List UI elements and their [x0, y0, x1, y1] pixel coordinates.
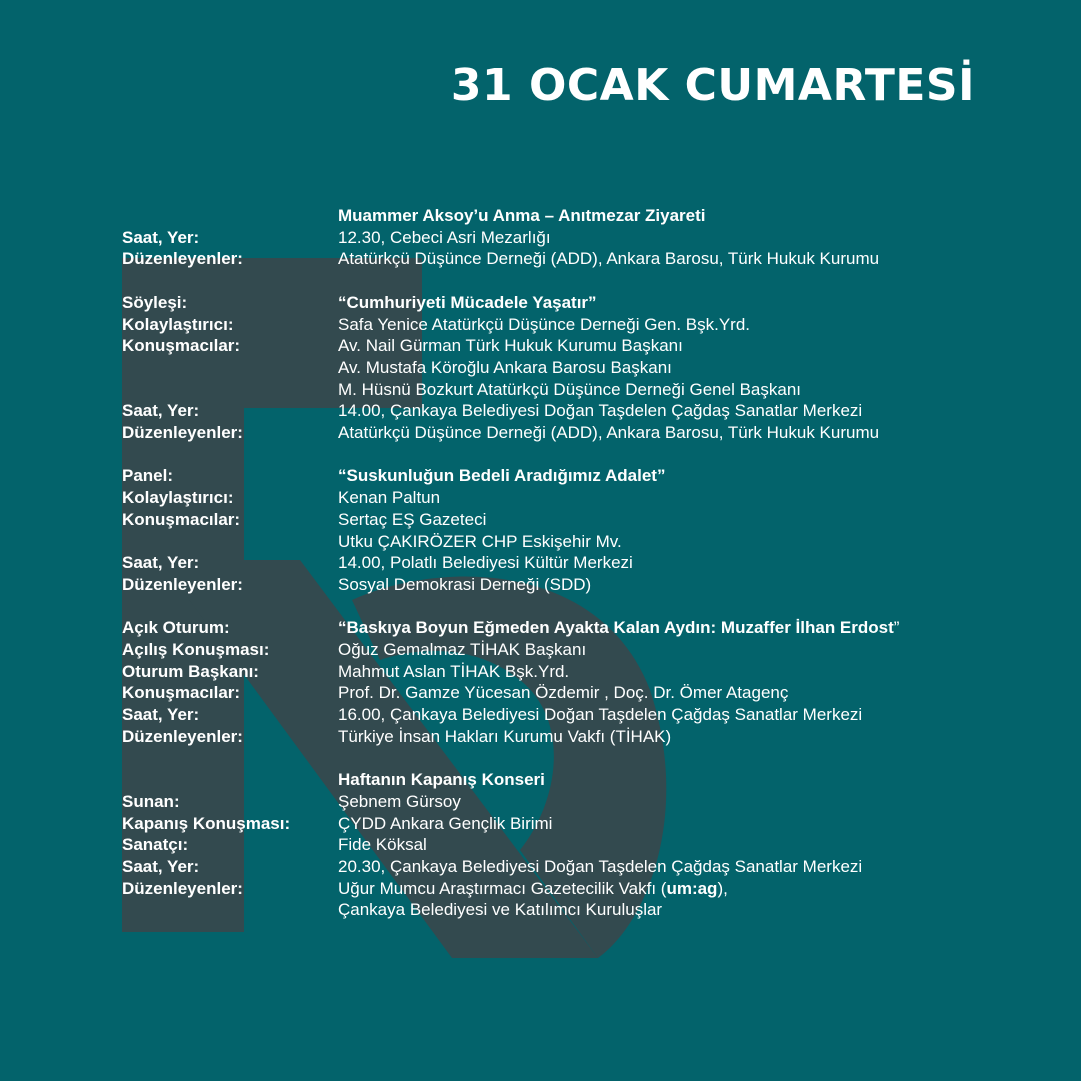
row-value — [338, 379, 1022, 401]
row-label: Düzenleyenler: — [122, 726, 243, 746]
row-label: Açılış Konuşması: — [122, 640, 270, 660]
program-row — [122, 531, 1022, 553]
row-label: Düzenleyenler: — [122, 423, 243, 443]
row-value-text: 14.00, Çankaya Belediyesi Doğan Taşdelen Çağdaş Sanatlar Merkezi — [338, 401, 863, 421]
umag-highlight: um:ag — [666, 878, 718, 898]
page-title: 31 OCAK CUMARTESİ — [450, 60, 975, 111]
row-value — [338, 899, 1022, 921]
row-label — [122, 899, 338, 921]
program-row — [122, 422, 1022, 444]
row-value-text: Atatürkçü Düşünce Derneği (ADD), Ankara Barosu, Türk Hukuk Kurumu — [338, 423, 880, 443]
row-label — [122, 531, 338, 553]
program-row — [122, 335, 1022, 357]
row-value — [338, 639, 1022, 661]
row-value-text: 14.00, Polatlı Belediyesi Kültür Merkezi — [338, 553, 633, 573]
program-row — [122, 639, 1022, 661]
row-value-text: Mahmut Aslan TİHAK Bşk.Yrd. — [338, 661, 570, 681]
row-value-text: “Cumhuriyeti Mücadele Yaşatır” — [338, 292, 597, 312]
row-label — [122, 379, 338, 401]
program-row — [122, 248, 1022, 270]
program-row — [122, 856, 1022, 878]
program-row — [122, 227, 1022, 249]
program-row — [122, 791, 1022, 813]
row-value-text: Oğuz Gemalmaz TİHAK Başkanı — [338, 640, 587, 660]
event-title — [338, 205, 1022, 227]
row-value-text: 20.30, Çankaya Belediyesi Doğan Taşdelen Çağdaş Sanatlar Merkezi — [338, 857, 863, 877]
row-value-text: Şebnem Gürsoy — [338, 791, 461, 811]
row-value — [338, 552, 1022, 574]
program-row — [122, 726, 1022, 748]
row-value — [338, 661, 1022, 683]
row-value — [338, 834, 1022, 856]
row-value-text: Av. Mustafa Köroğlu Ankara Barosu Başkanı — [338, 357, 672, 377]
program-row — [122, 834, 1022, 856]
event-title — [338, 292, 1022, 314]
row-value-text: Muammer Aksoy’u Anma – Anıtmezar Ziyareti — [338, 206, 706, 225]
row-value-text: Kenan Paltun — [338, 488, 441, 508]
row-value — [338, 357, 1022, 379]
row-label: Panel: — [122, 466, 174, 486]
row-value-tail: ” — [893, 618, 900, 638]
row-label: Konuşmacılar: — [122, 336, 241, 356]
event-block — [122, 769, 1022, 921]
event-block — [122, 465, 1022, 595]
row-label: Saat, Yer: — [122, 227, 200, 247]
program-list — [122, 205, 1022, 943]
row-value — [338, 314, 1022, 336]
row-value — [338, 574, 1022, 596]
event-title — [338, 617, 1022, 639]
row-value — [338, 531, 1022, 553]
row-value — [338, 248, 1022, 270]
row-value-text: “Suskunluğun Bedeli Aradığımız Adalet” — [338, 466, 666, 486]
row-value — [338, 682, 1022, 704]
event-block — [122, 205, 1022, 270]
event-block — [122, 292, 1022, 444]
row-value-text: Çankaya Belediyesi ve Katılımcı Kuruluşlar — [338, 900, 663, 920]
row-value-text: 16.00, Çankaya Belediyesi Doğan Taşdelen Çağdaş Sanatlar Merkezi — [338, 705, 863, 725]
row-value — [338, 878, 1022, 900]
program-row — [122, 357, 1022, 379]
row-value-text: Prof. Dr. Gamze Yücesan Özdemir , Doç. Dr. Ömer Atagenç — [338, 683, 789, 703]
row-value-text: Haftanın Kapanış Konseri — [338, 770, 545, 790]
row-value-text: Av. Nail Gürman Türk Hukuk Kurumu Başkanı — [338, 336, 683, 356]
event-title — [338, 769, 1022, 791]
program-row — [122, 205, 1022, 227]
row-value — [338, 400, 1022, 422]
program-row — [122, 574, 1022, 596]
program-row — [122, 682, 1022, 704]
row-value-text: Atatürkçü Düşünce Derneği (ADD), Ankara Barosu, Türk Hukuk Kurumu — [338, 249, 880, 269]
event-title — [338, 465, 1022, 487]
program-row — [122, 661, 1022, 683]
row-label — [122, 205, 338, 227]
program-row — [122, 617, 1022, 639]
row-label: Kolaylaştırıcı: — [122, 314, 234, 334]
row-label: Kolaylaştırıcı: — [122, 488, 234, 508]
row-value-text: “Baskıya Boyun Eğmeden Ayakta Kalan Aydın: Muzaffer İlhan Erdost — [338, 618, 894, 638]
row-value — [338, 487, 1022, 509]
row-value — [338, 813, 1022, 835]
row-value — [338, 509, 1022, 531]
event-block — [122, 617, 1022, 747]
row-label: Sunan: — [122, 791, 180, 811]
row-value — [338, 227, 1022, 249]
row-label: Saat, Yer: — [122, 553, 200, 573]
row-label: Düzenleyenler: — [122, 574, 243, 594]
row-value-text: M. Hüsnü Bozkurt Atatürkçü Düşünce Derneği Genel Başkanı — [338, 379, 802, 399]
program-row — [122, 379, 1022, 401]
row-label — [122, 357, 338, 379]
program-row — [122, 878, 1022, 900]
row-label: Saat, Yer: — [122, 857, 200, 877]
row-label: Saat, Yer: — [122, 705, 200, 725]
row-value — [338, 791, 1022, 813]
row-value — [338, 704, 1022, 726]
program-row — [122, 509, 1022, 531]
row-value-text: Uğur Mumcu Araştırmacı Gazetecilik Vakfı ( — [338, 878, 667, 898]
row-label: Düzenleyenler: — [122, 249, 243, 269]
row-label: Konuşmacılar: — [122, 683, 241, 703]
row-value-text: Sosyal Demokrasi Derneği (SDD) — [338, 574, 592, 594]
program-row — [122, 704, 1022, 726]
row-value-text: 12.30, Cebeci Asri Mezarlığı — [338, 227, 551, 247]
row-label: Konuşmacılar: — [122, 509, 241, 529]
row-value-tail: ), — [717, 878, 728, 898]
row-value-text: Fide Köksal — [338, 835, 427, 855]
row-value-text: Safa Yenice Atatürkçü Düşünce Derneği Gen. Bşk.Yrd. — [338, 314, 751, 334]
row-value-text: ÇYDD Ankara Gençlik Birimi — [338, 813, 553, 833]
row-value-text: Türkiye İnsan Hakları Kurumu Vakfı (TİHAK) — [338, 726, 672, 746]
program-row — [122, 400, 1022, 422]
row-label: Sanatçı: — [122, 835, 189, 855]
row-label: Saat, Yer: — [122, 401, 200, 421]
program-row — [122, 292, 1022, 314]
row-value — [338, 856, 1022, 878]
program-row — [122, 314, 1022, 336]
row-label: Düzenleyenler: — [122, 878, 243, 898]
program-row — [122, 465, 1022, 487]
row-label — [122, 769, 338, 791]
program-row — [122, 899, 1022, 921]
row-value — [338, 726, 1022, 748]
row-value-text: Sertaç EŞ Gazeteci — [338, 509, 487, 529]
program-row — [122, 769, 1022, 791]
row-value-text: Utku ÇAKIRÖZER CHP Eskişehir Mv. — [338, 531, 622, 551]
row-label: Kapanış Konuşması: — [122, 813, 291, 833]
program-row — [122, 813, 1022, 835]
row-label: Oturum Başkanı: — [122, 661, 259, 681]
program-row — [122, 552, 1022, 574]
row-value — [338, 335, 1022, 357]
row-value — [338, 422, 1022, 444]
row-label: Açık Oturum: — [122, 618, 230, 638]
row-label: Söyleşi: — [122, 292, 188, 312]
program-row — [122, 487, 1022, 509]
